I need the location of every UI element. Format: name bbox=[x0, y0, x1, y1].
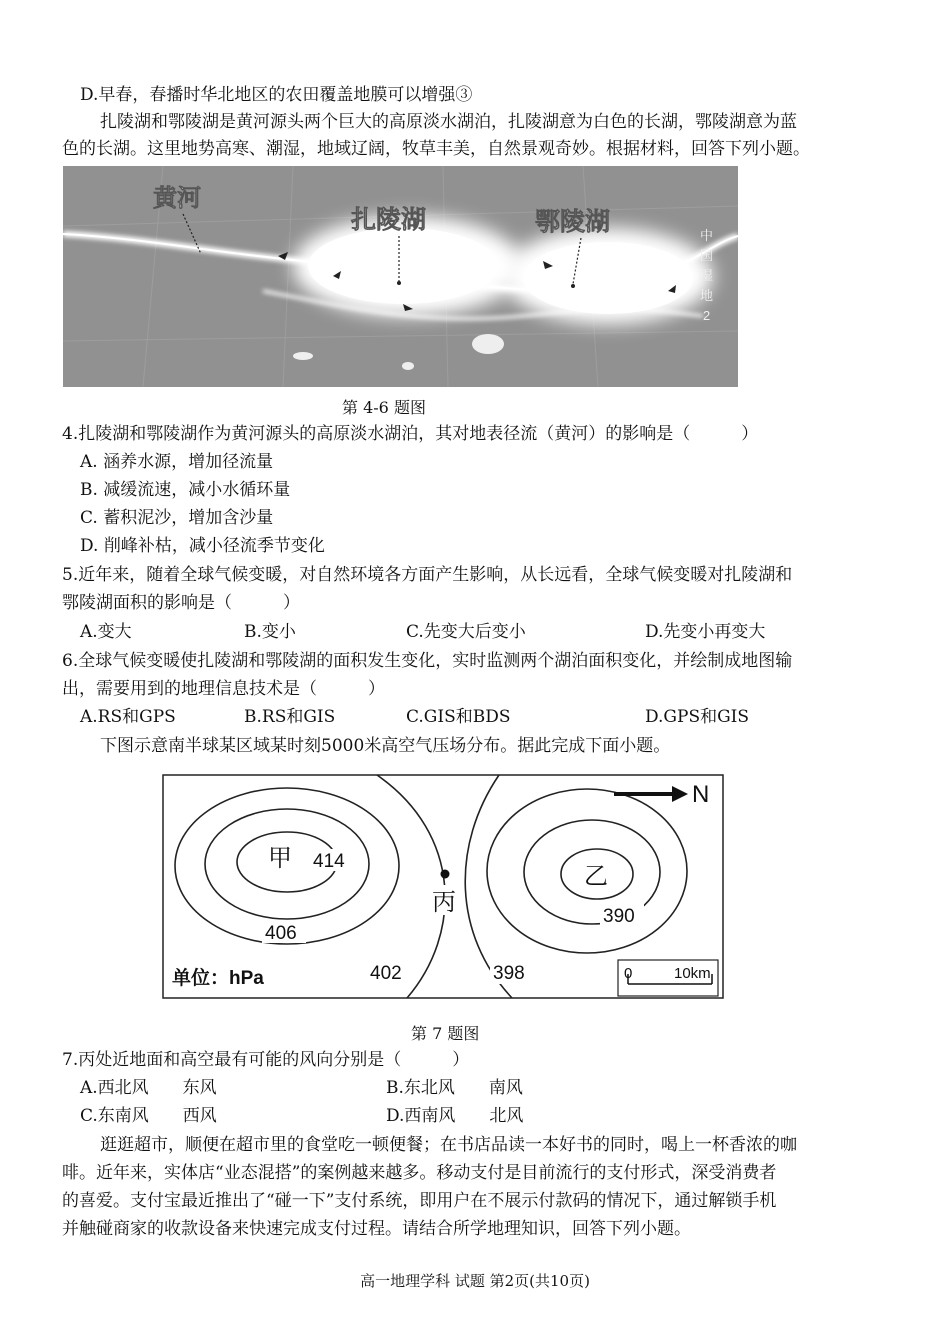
q7-option-a: A.西北风 东风 bbox=[80, 1078, 217, 1098]
q6-stem-line-1: 6.全球气候变暖使扎陵湖和鄂陵湖的面积发生变化，实时监测两个湖泊面积变化，并绘制成地图输 bbox=[62, 651, 793, 671]
q6-option-b: B.RS和GIS bbox=[244, 707, 336, 727]
q7-option-b: B.东北风 南风 bbox=[386, 1078, 523, 1098]
svg-text:N: N bbox=[692, 781, 710, 808]
intro-shop-line-3: 的喜爱。支付宝最近推出了“碰一下”支付系统，即用户在不展示付款码的情况下，通过解锁手机 bbox=[62, 1191, 777, 1211]
svg-text:黄河: 黄河 bbox=[153, 185, 201, 212]
label-yi: 乙 bbox=[584, 863, 608, 890]
q7-stem: 7.丙处近地面和高空最有可能的风向分别是（ ） bbox=[62, 1050, 470, 1070]
q4-option-c: C. 蓄积泥沙，增加含沙量 bbox=[80, 508, 274, 528]
q5-option-b: B.变小 bbox=[244, 622, 296, 642]
pressure-unit: 单位：hPa bbox=[172, 968, 264, 989]
intro-pressure: 下图示意南半球某区域某时刻5000米高空气压场分布。据此完成下面小题。 bbox=[100, 736, 671, 756]
intro-lakes-line-2: 色的长湖。这里地势高寒、潮湿，地域辽阔，牧草丰美，自然景观奇妙。根据材料，回答下列小题。 bbox=[62, 139, 810, 159]
intro-shop-line-4: 并触碰商家的收款设备来快速完成支付过程。请结合所学地理知识，回答下列小题。 bbox=[62, 1219, 691, 1239]
q4-stem: 4.扎陵湖和鄂陵湖作为黄河源头的高原淡水湖泊，其对地表径流（黄河）的影响是（ ） bbox=[62, 424, 759, 444]
svg-text:扎陵湖: 扎陵湖 bbox=[351, 206, 427, 234]
lake-map bbox=[63, 166, 738, 387]
q5-option-a: A.变大 bbox=[80, 622, 132, 642]
svg-text:10km: 10km bbox=[674, 965, 711, 982]
pressure-map-caption: 第 7 题图 bbox=[411, 1024, 480, 1043]
label-414: 414 bbox=[313, 851, 345, 872]
label-bing: 丙 bbox=[432, 889, 456, 916]
q6-option-d: D.GPS和GIS bbox=[645, 707, 750, 727]
q5-stem-line-2: 鄂陵湖面积的影响是（ ） bbox=[62, 593, 300, 613]
q4-option-d: D. 削峰补枯，减小径流季节变化 bbox=[80, 536, 325, 556]
scale-bar bbox=[618, 960, 718, 996]
page-footer: 高一地理学科 试题 第2页(共10页) bbox=[360, 1272, 590, 1290]
svg-text:2: 2 bbox=[703, 308, 711, 323]
q5-stem-line-1: 5.近年来，随着全球气候变暖，对自然环境各方面产生影响，从长远看，全球气候变暖对扎陵湖和 bbox=[62, 565, 793, 585]
map-caption: 第 4-6 题图 bbox=[342, 398, 426, 417]
q4-option-b: B. 减缓流速，减小水循环量 bbox=[80, 480, 291, 500]
svg-text:国: 国 bbox=[700, 248, 714, 263]
label-402: 402 bbox=[370, 963, 402, 984]
svg-text:中: 中 bbox=[700, 228, 714, 243]
q7-option-c: C.东南风 西风 bbox=[80, 1106, 217, 1126]
intro-shop-line-1: 逛逛超市，顺便在超市里的食堂吃一顿便餐；在书店品读一本好书的同时，喝上一杯香浓的咖 bbox=[100, 1135, 797, 1155]
q3-option-d: D.早春，春播时华北地区的农田覆盖地膜可以增强③ bbox=[80, 85, 473, 105]
intro-lakes-line-1: 扎陵湖和鄂陵湖是黄河源头两个巨大的高原淡水湖泊，扎陵湖意为白色的长湖，鄂陵湖意为蓝 bbox=[100, 112, 797, 132]
svg-text:湿: 湿 bbox=[700, 268, 714, 283]
label-390: 390 bbox=[603, 906, 635, 927]
svg-text:鄂陵湖: 鄂陵湖 bbox=[535, 208, 611, 236]
q4-option-a: A. 涵养水源，增加径流量 bbox=[80, 452, 274, 472]
label-406: 406 bbox=[265, 923, 297, 944]
q6-stem-line-2: 出，需要用到的地理信息技术是（ ） bbox=[62, 679, 385, 699]
svg-text:地: 地 bbox=[700, 288, 714, 303]
q5-option-c: C.先变大后变小 bbox=[406, 622, 526, 642]
intro-shop-line-2: 啡。近年来，实体店“业态混搭”的案例越来越多。移动支付是目前流行的支付形式，深受消费者 bbox=[62, 1163, 777, 1183]
q7-option-d: D.西南风 北风 bbox=[386, 1106, 524, 1126]
svg-text:0: 0 bbox=[624, 965, 633, 982]
label-398: 398 bbox=[493, 963, 525, 984]
point-bing-dot bbox=[441, 870, 450, 879]
q6-option-c: C.GIS和BDS bbox=[406, 707, 511, 727]
q6-option-a: A.RS和GPS bbox=[80, 707, 176, 727]
label-jia: 甲 bbox=[268, 845, 292, 872]
pressure-map bbox=[162, 774, 724, 999]
q5-option-d: D.先变小再变大 bbox=[645, 622, 766, 642]
